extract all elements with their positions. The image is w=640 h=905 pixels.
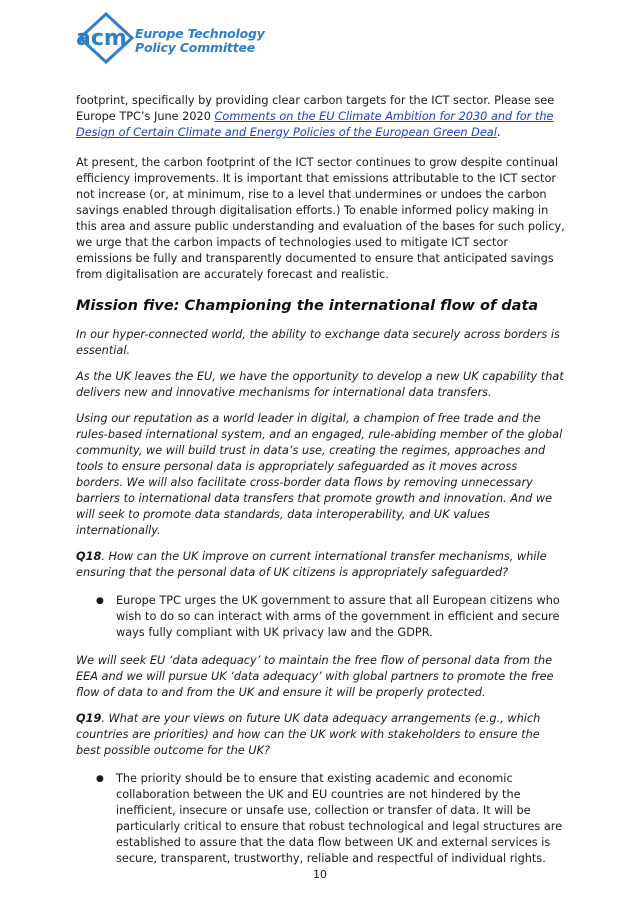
org-line-2: Policy Committee [135, 40, 256, 55]
p1-text: footprint, specifically by providing clear carbon targets for the ICT sector. Please see Europe TPC’s June 2020 [76, 94, 555, 123]
q19-text: . What are your views on future UK data adequacy arrangements (e.g., which countries are priorities) and how can the UK work with stakeholders to ensure the best possible outcome for the UK? [76, 712, 541, 757]
mission-paragraph-1: In our hyper-connected world, the ability to exchange data securely across borders is essential. [76, 328, 560, 357]
q18-text: . How can the UK improve on current international transfer mechanisms, while ensuring that the personal data of UK citizens is appropriately safeguarded? [76, 550, 547, 579]
list-item: ● Europe TPC urges the UK government to assure that all European citizens who wish to do so can interact with arms of the government in efficient and secure ways fully compliant with UK privacy law and the GDPR. [116, 593, 566, 641]
paragraph-carbon-footprint: At present, the carbon footprint of the ICT sector continues to grow despite continual efficiency improvements. It is important that emissions attributable to the ICT sector not increase (or, at minimum, rise to a level that undermines or undoes the carbon savings enabled through digitalisation efforts.) To enable informed policy making in this area and assure public understanding and evaluation of the bases for such policy, we urge that the carbon impacts of technologies used to mitigate ICT sector emissions be fully and transparently documented to ensure that anticipated savings from digitalisation are accurately forecast and realistic. [76, 156, 565, 281]
paragraph-carbon-targets [76, 93, 566, 141]
main-content [76, 93, 566, 867]
mission-paragraph-4: We will seek EU ‘data adequacy’ to maintain the free flow of personal data from the EEA and we will pursue UK ‘data adequacy’ with global partners to promote the free flow of data to and from the UK and ensure it will be properly protected. [76, 654, 554, 699]
q19-label: Q19 [76, 712, 102, 725]
mission-paragraph-3: Using our reputation as a world leader in digital, a champion of free trade and the rules-based international system, and an engaged, rule-abiding member of the global community, we will build trust in data’s use, creating the regimes, approaches and tools to ensure personal data is appropriately safeguarded as it moves across borders. We will also facilitate cross-border data flows by removing unnecessary barriers to international data transfers that promote growth and innovation. And we will seek to promote data standards, data interoperability, and UK values internationally. [76, 412, 563, 537]
p1-end: . [496, 126, 501, 139]
org-line-1: Europe Technology [135, 26, 265, 41]
org-name [135, 27, 265, 55]
q19-answer-list [76, 771, 566, 867]
mission-paragraph-2: As the UK leaves the EU, we have the opportunity to develop a new UK capability that delivers new and innovative mechanisms for international data transfers. [76, 370, 564, 399]
q18-label: Q18 [76, 550, 102, 563]
section-heading: Mission five: Championing the international flow of data [76, 298, 539, 314]
q18-answer-list [76, 593, 566, 641]
comments-link[interactable]: Comments on the EU Climate Ambition for 2030 and for the Design of Certain Climate and Energy Policies of the European Green Deal [76, 110, 554, 139]
page-number: 10 [313, 868, 327, 881]
svg-text:acm: acm [76, 26, 127, 51]
question-18 [76, 549, 566, 581]
question-19 [76, 711, 566, 759]
list-item: ● The priority should be to ensure that existing academic and economic collaboration between the UK and EU countries are not hindered by the inefficient, insecure or unsafe use, collection or transfer of data. It will be particularly critical to ensure that robust technological and legal structures are established to assure that the data flow between UK and external services is secure, transparent, trustworthy, reliable and respectful of individual rights. [116, 771, 566, 867]
